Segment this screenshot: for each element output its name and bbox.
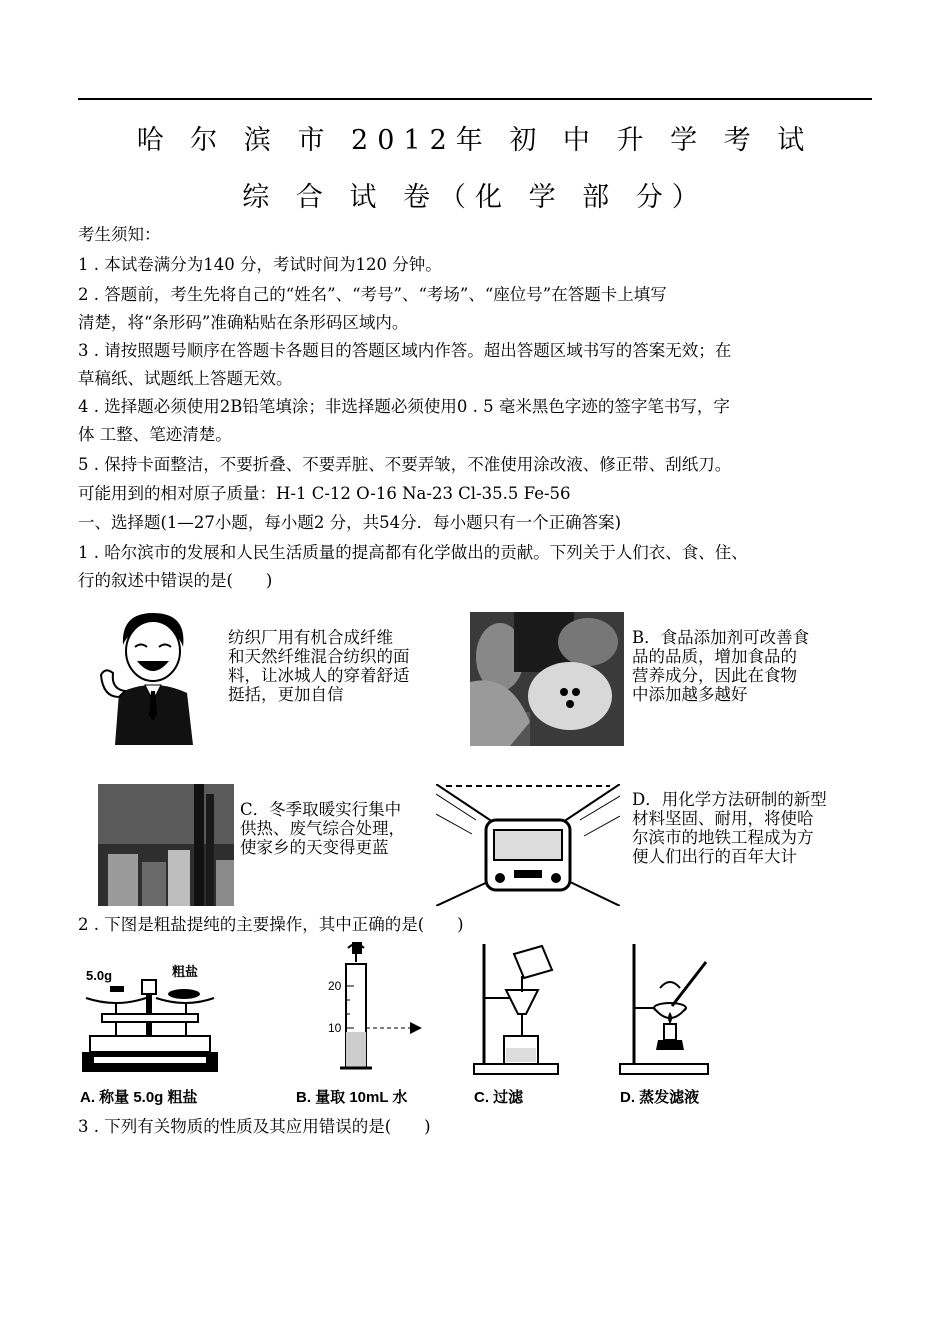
notice-line-1: 1 . 本试卷满分为140 分，考试时间为120 分钟。 <box>78 255 442 274</box>
q1-b-line: 品的品质，增加食品的 <box>632 647 797 666</box>
q1-a-line: 纺织厂用有机合成纤维 <box>228 628 393 647</box>
subway-train-illustration <box>436 784 620 906</box>
notice-heading: 考生须知： <box>78 225 161 244</box>
q1-b-line: 中添加越多越好 <box>632 685 748 704</box>
q1-a-line: 挺括，更加自信 <box>228 685 344 704</box>
city-heating-photo <box>98 784 234 906</box>
notice-line-8: 5 . 保持卡面整洁，不要折叠、不要弄脏、不要弄皱，不准使用涂改液、修正带、刮纸刀。 <box>78 455 732 474</box>
figure-d-label: D. 蒸发滤液 <box>620 1089 700 1106</box>
q1-c-line: C．冬季取暖实行集中 <box>240 800 402 819</box>
food-additive-photo <box>470 612 624 746</box>
mass-label: 5.0g <box>86 968 113 983</box>
top-rule <box>78 98 872 100</box>
cartoon-man-illustration <box>95 605 207 745</box>
notice-line-7: 体 工整、笔迹清楚。 <box>78 425 232 444</box>
section-heading: 一、选择题(1—27小题，每小题2 分，共54分．每小题只有一个正确答案) <box>78 513 622 532</box>
q1-b-line: 营养成分，因此在食物 <box>632 666 797 685</box>
exam-title: 哈 尔 滨 市 2012年 初 中 升 学 考 试 <box>136 125 814 156</box>
notice-line-6: 4 . 选择题必须使用2B铅笔填涂；非选择题必须使用0 . 5 毫米黑色字迹的签字笔书写，字 <box>78 397 730 416</box>
graduated-cylinder-figure <box>318 940 434 1078</box>
evaporation-figure <box>614 940 714 1078</box>
figure-c-label: C. 过滤 <box>474 1089 524 1106</box>
q1-b-line: B．食品添加剂可改善食 <box>632 628 810 647</box>
q1-d-line: 材料坚固、耐用，将使哈 <box>632 809 814 828</box>
q1-c-line: 供热、废气综合处理， <box>240 819 405 838</box>
q1-stem-line-1: 1 . 哈尔滨市的发展和人民生活质量的提高都有化学做出的贡献。下列关于人们衣、食、住、 <box>78 543 748 562</box>
notice-line-2: 2 . 答题前，考生先将自己的“姓名”、“考号”、“考场”、“座位号”在答题卡上填写 <box>78 285 667 304</box>
figure-a-label: A. 称量 5.0g 粗盐 <box>80 1089 198 1106</box>
q1-c-line: 使家乡的天变得更蓝 <box>240 838 389 857</box>
cylinder-tick-label: 10 <box>328 1021 342 1035</box>
exam-subtitle: 综 合 试 卷（化 学 部 分） <box>242 182 708 213</box>
q1-d-line: D．用化学方法研制的新型 <box>632 790 827 809</box>
q1-a-line: 料，让冰城人的穿着舒适 <box>228 666 410 685</box>
notice-line-3: 清楚，将“条形码”准确粘贴在条形码区域内。 <box>78 313 409 332</box>
balance-scale-figure <box>80 962 220 1080</box>
atomic-masses: 可能用到的相对原子质量：H-1 C-12 O-16 Na-23 Cl-35.5 Fe-56 <box>78 484 571 503</box>
q2-stem: 2 . 下图是粗盐提纯的主要操作，其中正确的是( ) <box>78 915 464 934</box>
cylinder-tick-label: 20 <box>328 979 342 993</box>
q1-d-line: 尔滨市的地铁工程成为方 <box>632 828 814 847</box>
q3-stem: 3 . 下列有关物质的性质及其应用错误的是( ) <box>78 1117 431 1136</box>
q1-d-line: 便人们出行的百年大计 <box>632 847 797 866</box>
figure-b-label: B. 量取 10mL 水 <box>296 1089 408 1106</box>
notice-line-4: 3 . 请按照题号顺序在答题卡各题目的答题区域内作答。超出答题区域书写的答案无效；在 <box>78 341 732 360</box>
filtration-figure <box>470 940 562 1078</box>
q1-stem-line-2: 行的叙述中错误的是( ) <box>78 571 273 590</box>
notice-line-5: 草稿纸、试题纸上答题无效。 <box>78 369 293 388</box>
q1-a-line: 和天然纤维混合纺织的面 <box>228 647 410 666</box>
salt-label: 粗盐 <box>172 964 199 979</box>
